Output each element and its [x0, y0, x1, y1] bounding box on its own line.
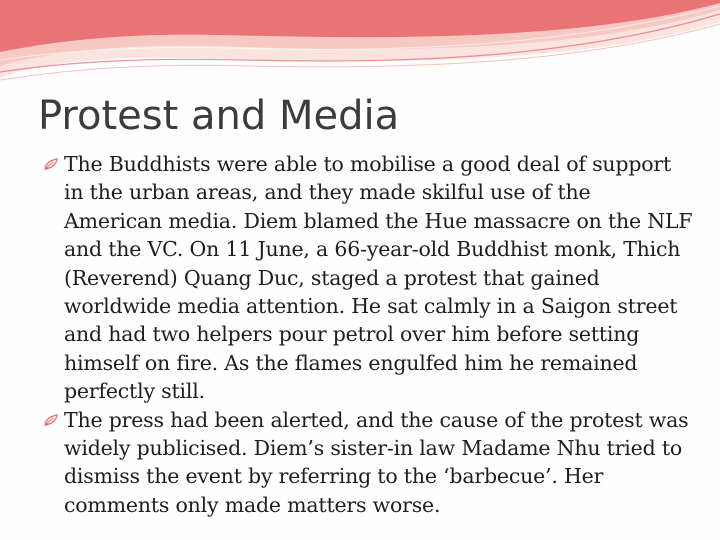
- leaf-bullet-icon: [44, 158, 58, 170]
- bullet-text-1: The Buddhists were able to mobilise a good deal of support in the urban areas, and they made skilful use of the American media. Diem blamed the Hue massacre on the NLF and the VC. On 11 June, a 66-year-old Buddhist monk, Thich (Reverend) Quang Duc, staged a protest that gained worldwide media attention. He sat calmly in a Saigon street and had two helpers pour petrol over him before setting himself on fire. As the flames engulfed him he remained perfectly still.: [64, 152, 693, 404]
- bullet-list: [44, 150, 694, 519]
- bullet-text-2: The press had been alerted, and the cause of the protest was widely publicised. Diem’s sister-in law Madame Nhu tried to dismiss the event by referring to the ‘barbecue’. Her comments only made matters worse.: [64, 407, 689, 517]
- bullet-item-2: [44, 406, 694, 520]
- leaf-bullet-icon: [44, 414, 58, 426]
- slide-title: Protest and Media: [38, 93, 400, 139]
- bullet-item-1: [44, 150, 694, 406]
- decorative-header-band: [0, 0, 720, 90]
